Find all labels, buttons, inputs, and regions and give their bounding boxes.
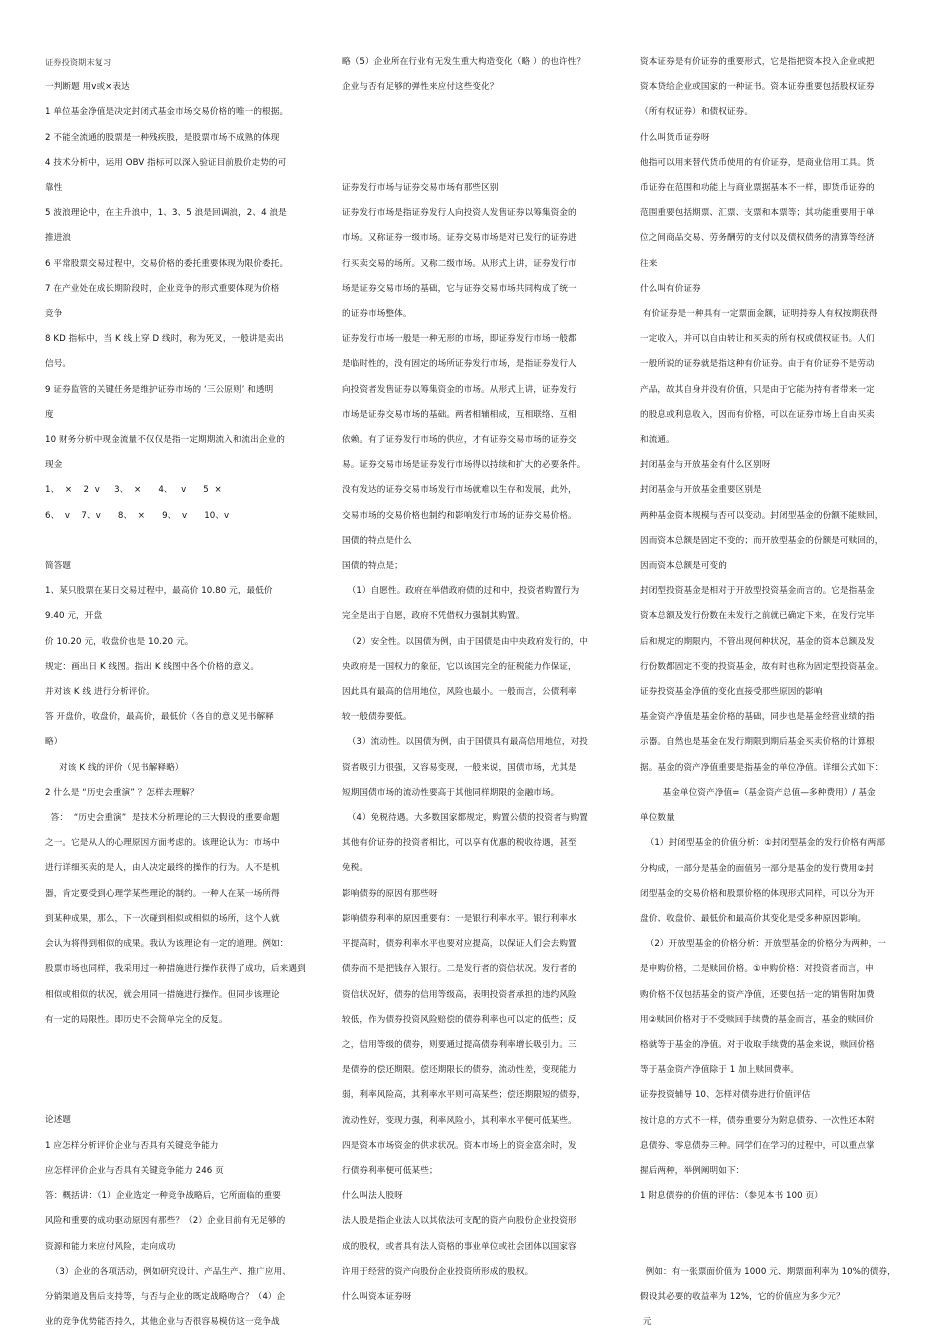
text-line: 流动性好，变现力强，利率风险小，其利率水平便可低某些。 [342,1115,577,1126]
text-line: 什么叫法人股呀 [342,1191,403,1202]
text-line: （3）流动性。以国债为例，由于国债具有最高信用地位，对投 [342,737,588,748]
essay-line: 应怎样评价企业与否具有关键竞争能力 246 页 [45,1165,224,1176]
text-line: （4）免税待遇。大多数国家都规定，购置公债的投资者与购置 [342,813,588,824]
text-line: 交易市场的交易价格也制约和影响发行市场的证券交易价格。 [342,510,577,521]
short-line: 对该 K 线的评价（见书解释略） [45,762,184,773]
short-line: 价 10.20 元，收盘价也是 10.20 元。 [45,636,194,647]
text-line: （2）开放型基金的价格分析：开放型基金的价格分为两种，一 [640,939,886,950]
text-line: 之，信用等级的债券，则要通过提高债券利率增长吸引力。三 [342,1039,577,1050]
text-line: 证券发行市场是指证券发行人向投资人发售证券以筹集资金的 [342,208,577,219]
text-line: 盘价、收盘价、最低价和最高价其变化是受多种原因影响。 [640,913,867,924]
judge-section-title: 一判断题 用v或×表达 [45,82,130,93]
text-line: 影响债券的原因有那些呀 [342,888,438,899]
text-line: 例如：有一张票面价值为 1000 元、期票面利率为 10%的债券， [640,1266,896,1277]
text-line: 较低，作为债券投资风险赔偿的债券利率也可以定的低些；反 [342,1014,577,1025]
text-line: 市场。又称证券一级市场。证券交易市场是对已发行的证券进 [342,233,577,244]
essay-line: 分销渠道及售后支持等，与否与企业的既定战略吻合？（4）企 [45,1291,286,1302]
text-line: 产品，故其自身并没有价值，只是由于它能为持有者带来一定 [640,384,875,395]
text-line: 没有发达的证券交易市场发行市场就难以生存和发展，此外， [342,485,577,496]
short-line: 相似或相似的状况，就会用同一措施进行操作。但同步该理论 [45,989,280,1000]
text-line: 因此具有最高的信用地位，风险也最小。一般而言，公债利率 [342,687,577,698]
text-line: 是临时性的，没有固定的场所证券发行市场，是指证券发行人 [342,359,577,370]
text-line: 格就等于基金的净值。对于收取手续费的基金来说，赎回价格 [640,1039,875,1050]
column-middle [342,50,612,1310]
text-line: 行债券利率便可低某些； [342,1165,438,1176]
text-line: 债券而不是把钱存入银行。二是发行者的资信状况。发行者的 [342,964,577,975]
short-line: 1、某只股票在某日交易过程中，最高价 10.80 元，最低价 [45,586,273,597]
text-line: 证券投资基金净值的变化直接受那些原因的影响 [640,687,823,698]
text-line: 行买卖交易的场所。又称二级市场。从形式上讲，证券发行市 [342,258,577,269]
text-line: 法人股是指企业法人以其依法可支配的资产向股份企业投资形 [342,1216,577,1227]
text-line: 资本证券是有价证券的重要形式，它是指把资本投入企业或把 [640,57,875,67]
text-line: 购价格不仅包括基金的资产净值，还要包括一定的销售附加费 [640,989,875,1000]
text-line: 资本总额及发行份数在未发行之前就已确定下来，在发行完毕 [640,611,875,622]
text-line: 基金资产净值是基金价格的基础，同步也是基金经营业绩的指 [640,712,875,723]
text-line: 许用于经营的资产向股份企业投资所形成的股权。 [342,1266,534,1277]
judge-line: 信号。 [45,359,72,370]
short-line: 9.40 元，开盘 [45,611,103,622]
text-line: 行份数都固定不变的投资基金，故有时也称为固定型投资基金。 [640,661,884,672]
short-line: 股票市场也同样，我采用过一种措施进行操作获得了成功，后来遇到 [45,964,306,975]
text-line: 资本贷给企业或国家的一种证书。资本证券重要包括股权证券 [640,82,875,93]
judge-line: 现金 [45,460,63,471]
essay-line: 风险和重要的成功驱动原因有那些？（2）企业目前有无足够的 [45,1216,286,1227]
text-line: 是债券的偿还期限。偿还期限长的债券，流动性差，变现能力 [342,1065,577,1076]
text-line: 分构成，一部分是基金的面值另一部分是基金的发行费用②封 [640,863,874,874]
essay-line: 1 应怎样分析评价企业与否具有关键竞争能力 [45,1140,219,1151]
text-line: 国债的特点是什么 [342,535,412,546]
column-left [45,50,315,1335]
text-line: 1 附息债券的价值的评估：（参见本书 100 页） [640,1191,823,1202]
essay-line: （3）企业的各项活动，例如研究设计、产品生产、推广应用、 [45,1266,291,1277]
text-line: 两种基金资本规模与否可以变动。封闭型基金的份额不能赎回， [640,510,884,521]
judge-line: 9 证券监管的关键任务是维护证券市场的 ‘三公原则’ 和透明 [45,384,274,395]
text-line: 什么叫有价证券 [640,283,701,294]
middle-text-block [342,176,612,1310]
text-line: 元 [640,1317,652,1328]
short-line: 略） [45,737,63,748]
short-line: 答： “历史会重演” 是技术分析理论的三大假设的重要命题 [45,813,280,824]
text-line: 假设其必要的收益率为 12%，它的价值应为多少元？ [640,1291,845,1302]
judge-line: 4 技术分析中，运用 OBV 指标可以深入验证目前股价走势的可 [45,157,287,168]
text-line: 四是资本市场资金的供求状况。资本市场上的资金富余时，发 [342,1140,577,1151]
text-line: 弱，利率风险高，其利率水平则可高某些；偿还期限短的债券， [342,1090,586,1101]
text-line: 闭型基金的交易价格和股票价格的体现形式同样，可以分为开 [640,888,875,899]
text-line: 据。基金的资产净值重要是指基金的单位净值。详细公式如下： [640,762,884,773]
text-line: 封闭基金与开放基金有什么区别呀 [640,460,771,471]
text-line: 后和规定的期限内，不管出现何种状况，基金的资本总额及发 [640,636,875,647]
doc-header: 证券投资期末复习 [45,57,112,67]
judge-line: 8 KD 指标中，当 K 线上穿 D 线时，称为死叉，一般讲是卖出 [45,334,284,345]
text-line: 示器。自然也是基金在发行期限到期后基金买卖价格的计算根 [640,737,875,748]
essay-line: 业的竞争优势能否持久，其他企业与否很容易模仿这一竞争战 [45,1317,280,1328]
text-line: 较一般债券要低。 [342,712,412,723]
text-line: 他指可以用来替代货币使用的有价证券，是商业信用工具。货 [640,157,875,168]
text-line: 完全是出于自愿，政府不凭借权力强制其购置。 [342,611,525,622]
text-line: 封闭型投资基金是相对于开放型投资基金而言的。它是指基金 [640,586,875,597]
short-line: 器，肯定要受到心理学某些理论的制约。一种人在某一场所得 [45,888,280,899]
essay-title: 论述题 [45,1115,72,1126]
short-line: 并对该 K 线 进行分析评价。 [45,687,155,698]
text-line: 基金单位资产净值=（基金资产总值—多种费用）/ 基金 [640,787,876,798]
judge-line: 2 不能全流通的股票是一种残疾股，是股票市场不成熟的体现 [45,132,280,143]
short-line: 答 开盘价，收盘价，最高价，最低价（各自的意义见书解释 [45,712,274,723]
text-line: 场是证券交易市场的基础，它与证券交易市场共同构成了统一 [342,283,577,294]
text-line: （1）自愿性。政府在举借政府债的过和中，投资者购置行为 [342,586,580,597]
text-line: 用②赎回价格对于不受赎回手续费的基金而言，基金的赎回价 [640,1014,874,1025]
judge-line: 竞争 [45,309,63,320]
short-answer-list [45,579,315,1033]
text-line: 证券发行市场与证券交易市场有那些区别 [342,183,499,193]
answer-row-2: 6、 v 7、v 8、 × 9、 v 10、v [45,510,230,521]
text-line: 握后两种，举例阐明如下： [640,1165,745,1176]
short-answer-title: 简答题 [45,561,72,572]
judge-line: 10 财务分析中现金流量不仅仅是指一定期期流入和流出企业的 [45,435,286,446]
column-right [640,50,910,1335]
text-line: 证券发行市场一般是一种无形的市场，即证券发行市场一般都 [342,334,577,345]
short-line: 会认为将得到相似的成果。我认为该理论有一定的道理。例如： [45,939,289,950]
essay-list [45,1134,315,1336]
short-line: 有一定的局限性。即历史不会简单完全的反复。 [45,1014,228,1025]
text-line: 因而资本总额是可变的 [640,561,727,572]
text-line: 成的股权，或者具有法人资格的事业单位或社会团体以国家容 [342,1241,577,1252]
text-line: 市场是证券交易市场的基础。两者相辅相成，互相联络、互相 [342,409,577,420]
text-line: 范围重要包括期票、汇票、支票和本票等；其功能重要用于单 [640,208,875,219]
essay-line: 资源和能力来应付风险，走向成功 [45,1241,176,1252]
text-line: 影响债券利率的原因重要有：一是银行利率水平。银行利率水 [342,913,577,924]
short-line: 2 什么是 “历史会重演” ？怎样去理解？ [45,787,199,798]
text-line: 短期国债市场的流动性要高于其他同样期限的金融市场。 [342,787,560,798]
text-line: 央政府是一国权力的象征，它以该国完全的征税能力作保证， [342,661,577,672]
text-line: 免税。 [342,863,369,874]
text-line: 单位数量 [640,813,675,824]
text-line: 平提高时，债券利率水平也要对应提高，以保证人们会去购置 [342,939,577,950]
short-line: 之一。它是从人的心理原因方面考虑的。该理论认为：市场中 [45,838,280,849]
text-line: 略（5）企业所在行业有无发生重大构造变化（略 ）的也许性？ [342,57,586,67]
text-line: 依赖。有了证券发行市场的供应，才有证券交易市场的证券交 [342,435,577,446]
judge-line: 度 [45,409,54,420]
short-line: 规定：画出日 K 线图。指出 K 线图中各个价格的意义。 [45,661,260,672]
text-line: 什么叫资本证券呀 [342,1291,412,1302]
right-text-block [640,50,910,1209]
short-line: 进行详细买卖的是人，由人决定最终的操作的行为。人不是机 [45,863,280,874]
text-line: 是申购价格，二是赎回价格。①申购价格：对投资者而言，申 [640,964,874,975]
text-line: 向投资者发售证券以筹集资金的市场。从形式上讲，证券发行 [342,384,577,395]
text-line: 资信状况好，债券的信用等级高，表明投资者承担的违约风险 [342,989,577,1000]
text-line: 其他有价证券的投资者相比，可以享有优惠的税收待遇，甚至 [342,838,577,849]
judge-line: 推进浪 [45,233,72,244]
text-line: 按计息的方式不一样，债券重要分为附息债券、一次性还本附 [640,1115,875,1126]
text-line: 和流通。 [640,435,675,446]
text-line: （1）封闭型基金的价值分析：①封闭型基金的发行价格有两部 [640,838,886,849]
text-line: 等于基金资产净值除于 1 加上赎回费率。 [640,1065,800,1076]
text-line: 币证券在范围和功能上与商业票据基本不一样，即货币证券的 [640,183,875,194]
text-line: 一般所说的证券就是指这种有价证券。由于有价证券不是劳动 [640,359,875,370]
text-line: 因而资本总额是固定不变的；而开放型基金的份额是可赎回的， [640,535,884,546]
judge-list [45,100,315,478]
text-line: 什么叫货币证券呀 [640,132,710,143]
text-line: 国债的特点是； [342,561,403,572]
text-line: 企业与否有足够的弹性来应付这些变化？ [342,82,499,93]
text-line: 的股息或利息收入，因而有价格，可以在证券市场上自由买卖 [640,409,875,420]
judge-line: 5 波浪理论中，在主升浪中，1、3、5 浪是回调浪，2、4 浪是 [45,208,287,219]
right-example-block [640,1260,910,1336]
text-line: 一定收入，并可以自由转让和买卖的所有权或债权证书。人们 [640,334,875,345]
judge-line: 7 在产业处在成长期阶段时，企业竞争的形式重要体现为价格 [45,283,280,294]
text-line: （2）安全性。以国债为例，由于国债是由中央政府发行的，中 [342,636,588,647]
judge-line: 1 单位基金净值是决定封闭式基金市场交易价格的唯一的根据。 [45,107,289,118]
text-line: 证券投资辅导 10、怎样对债券进行价值评估 [640,1090,811,1101]
text-line: 的证券市场整体。 [342,309,412,320]
text-line: 封闭基金与开放基金重要区别是 [640,485,762,496]
judge-line: 6 平常股票交易过程中，交易价格的委托重要体现为限价委托。 [45,258,289,269]
text-line: 往来 [640,258,658,269]
judge-line: 靠性 [45,183,63,194]
text-line: 有价证券是一种具有一定票面金额，证明持券人有权按期获得 [640,309,878,320]
text-line: 资者吸引力很强，又容易变现，一般来说，国债市场，尤其是 [342,762,577,773]
text-line: 易。证券交易市场是证券发行市场得以持续和扩大的必要条件。 [342,460,586,471]
short-line: 到某种成果，那么，下一次碰到相似或相似的场所，这个人就 [45,913,280,924]
text-line: 息债券、零息债券三种。同学们在学习的过程中，可以重点掌 [640,1140,875,1151]
answer-row-1: 1、 × 2 v 3、 × 4、 v 5 × [45,485,222,496]
text-line: 位之间商品交易、劳务酬劳的支付以及债权债务的清算等经济 [640,233,875,244]
essay-line: 答：概括讲：（1）企业选定一种竞争战略后，它所面临的重要 [45,1191,281,1202]
text-line: （所有权证券）和债权证券。 [640,107,754,118]
